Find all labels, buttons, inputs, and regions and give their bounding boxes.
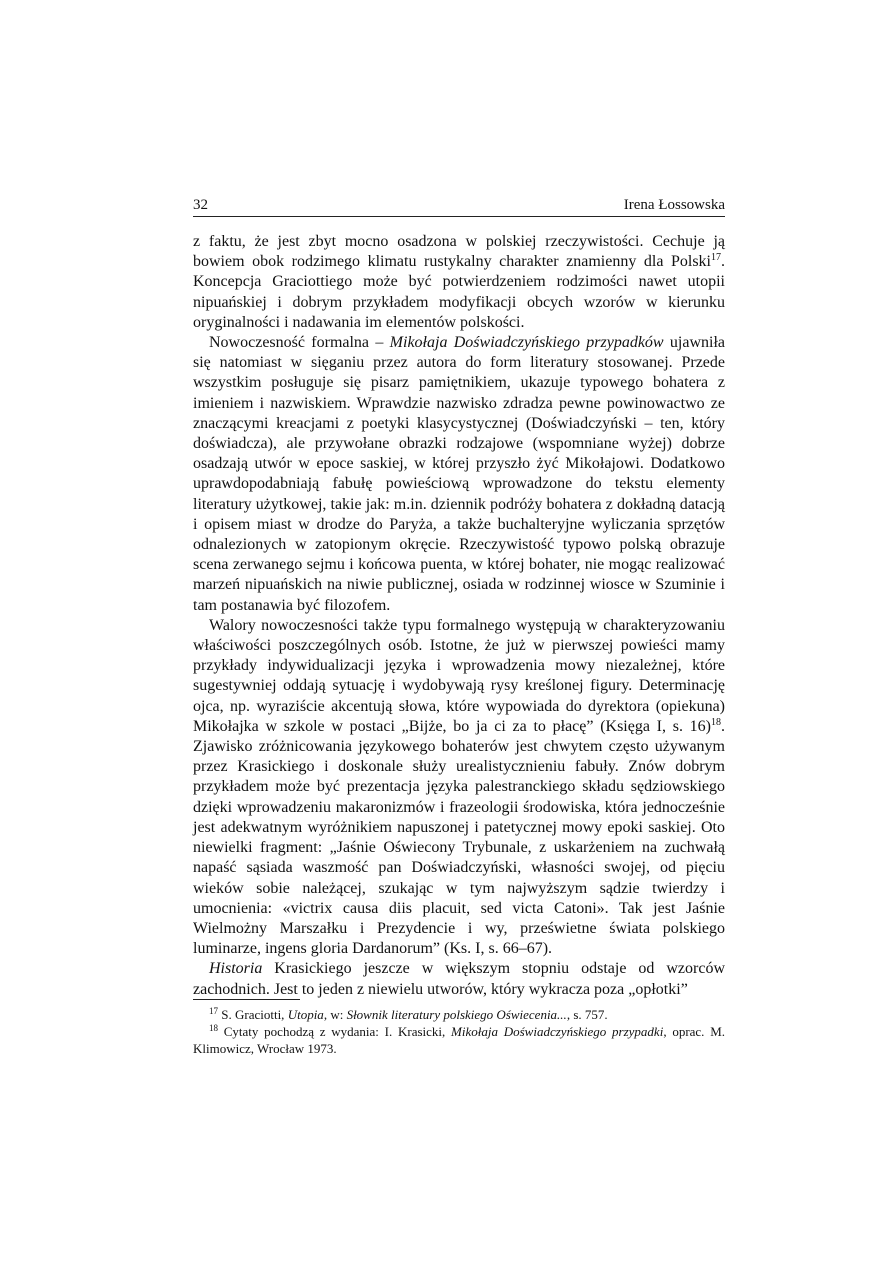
paragraph-4 <box>193 959 725 999</box>
footnote-18-a: Cytaty pochodzą z wydania: I. Krasicki, <box>218 1024 452 1039</box>
paragraph-4-text: Krasickiego jeszcze w większym stopniu odstaje od wzorców zachodnich. Jest to jeden z niewielu utworów, który wykracza poza „opłotki” <box>193 960 725 998</box>
page-number: 32 <box>193 197 208 213</box>
footnote-18-title: Mikołaja Doświadczyńskiego przypadki <box>451 1024 664 1039</box>
footnote-18-b: , oprac. M. Klimowicz, Wrocław 1973. <box>193 1024 725 1056</box>
running-header-author: Irena Łossowska <box>623 197 725 213</box>
paragraph-2 <box>193 333 725 616</box>
footnotes <box>193 1006 725 1057</box>
footnote-17-b: , w: <box>323 1007 347 1022</box>
paragraph-2-lead: Nowoczesność formalna – <box>209 334 390 352</box>
footnote-18 <box>193 1023 725 1057</box>
paragraph-1 <box>193 232 725 333</box>
paragraph-2-text: ujawniła się natomiast w sięganiu przez autora do form literatury stosowanej. Przede wszystkim posługuje się pisarz pamiętnikiem, ukazuje typowego bohatera z imieniem i nazwiskiem. Wprawdzie nazwisko zdradza pewne powinowactwo ze znaczącymi kreacjami z poetyki klasycystycznej (Doświadczyński – ten, który doświadcza), ale przywołane obrazki rodzajowe (wspomniane wyżej) dobrze osadzają utwór w epoce saskiej, w której przyszło żyć Mikołajowi. Dodatkowo uprawdopodabniają fabułę powieściową wprowadzone do tekstu elementy literatury użytkowej, takie jak: m.in. dziennik podróży bohatera z dokładną datacją i opisem miast w drodze do Paryża, a także buchalteryjne wyliczania sprzętów odnalezionych w zatopionym okręcie. Rzeczywistość typowo polską obrazuje scena zerwanego sejmu i końcowa puenta, w której bohater, nie mogąc realizować marzeń nipuańskich na niwie publicznej, osiada w rodzinnej wiosce w Szuminie i tam postanawia być filozofem. <box>193 334 726 614</box>
footnote-ref-18[interactable]: 18 <box>711 716 721 728</box>
footnote-divider <box>193 999 300 1000</box>
footnote-18-number: 18 <box>209 1023 218 1033</box>
work-title-historia: Historia <box>209 960 263 978</box>
footnote-17 <box>193 1006 725 1023</box>
paragraph-3 <box>193 616 725 959</box>
work-title: Mikołaja Doświadczyńskiego przypadków <box>389 334 664 352</box>
paragraph-1-end: . Koncepcja Graciottiego może być potwierdzeniem rodzimości nawet utopii nipuańskiej i dobrym przykładem modyfikacji obcych wzorów w kierunku oryginalności i nadawania im elementów polskości. <box>193 253 725 331</box>
footnote-17-title: Utopia <box>287 1007 324 1022</box>
paragraph-3-end: . Zjawisko zróżnicowania językowego bohaterów jest chwytem często używanym przez Krasickiego i doskonale służy urealistycznieniu fabuły. Znów dobrym przykładem może być prezentacja języka palestranckiego składu sędziowskiego dzięki wprowadzeniu makaronizmów i frazeologii środowiska, która jednocześnie jest adekwatnym wyróżnikiem napuszonej i patetycznej mowy epoki saskiej. Oto niewielki fragment: „Jaśnie Oświecony Trybunale, z uskarżeniem na zuchwałą napaść sąsiada waszmość pan Doświadczyński, własności swojej, od pięciu wieków sobie należącej, szukając w tym najwyższym sądzie twierdzy i umocnienia: «victrix causa diis placuit, sed victa Catoni». Tak jest Jaśnie Wielmożny Marszałku i Prezydencie i wy, prześwietne świata polskiego luminarze, ingens gloria Dardanorum” (Ks. I, s. 66–67). <box>193 717 725 958</box>
footnote-17-c: , s. 757. <box>566 1007 608 1022</box>
main-text <box>193 232 725 1000</box>
footnote-ref-17[interactable]: 17 <box>711 252 721 264</box>
paragraph-1-text: z faktu, że jest zbyt mocno osadzona w polskiej rzeczywistości. Cechuje ją bowiem obok rodzimego klimatu rustykalny charakter znamienny dla Polski <box>193 233 725 271</box>
running-header <box>193 196 725 217</box>
footnote-17-number: 17 <box>209 1006 218 1016</box>
paragraph-3-text: Walory nowoczesności także typu formalnego występują w charakteryzowaniu właściwości poszczególnych osób. Istotne, że już w pierwszej powieści mamy przykłady indywidualizacji języka i wprowadzenia mowy niezależnej, które sugestywniej oddają sytuację i wydobywają rysy kreślonej figury. Determinację ojca, np. wyraziście akcentują słowa, które wypowiada do dyrektora (opiekuna) Mikołajka w szkole w postaci „Bijże, bo ja ci za to płacę” (Księga I, s. 16) <box>193 616 725 735</box>
footnote-17-source: Słownik literatury polskiego Oświecenia... <box>346 1007 567 1022</box>
footnote-17-a: S. Graciotti, <box>218 1007 288 1022</box>
